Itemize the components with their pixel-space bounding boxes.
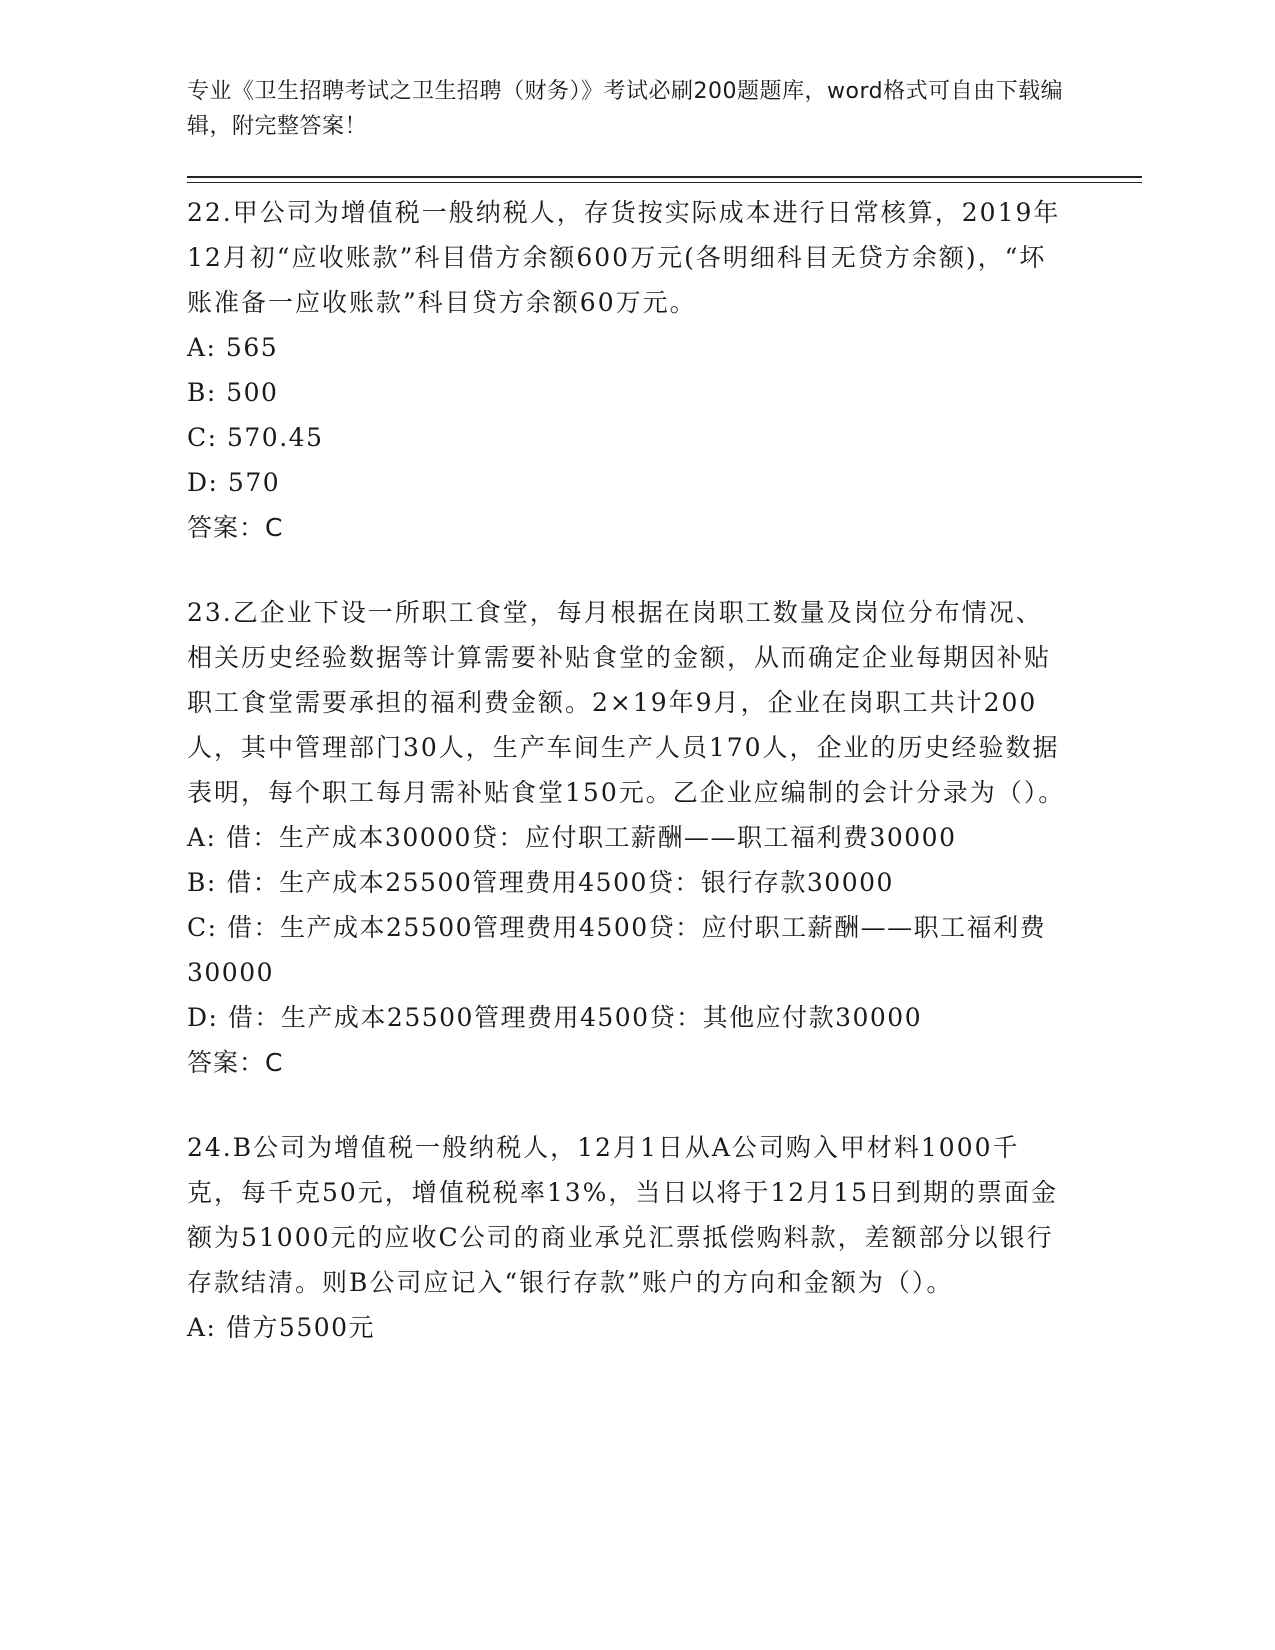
option-a: A: 借方5500元 [187,1313,376,1342]
question-list [187,190,1067,1390]
question-23 [187,590,1067,1085]
question-stem: 24.B公司为增值税一般纳税人，12月1日从A公司购入甲材料1000千克，每千克50元，增值税税率13%，当日以将于12月15日到期的票面金额为51000元的应收C公司的商业承兑汇票抵偿购料款，差额部分以银行存款结清。则B公司应记入“银行存款”账户的方向和金额为（）。 [187,1133,1059,1297]
option-a: A: 565 [187,333,279,362]
answer-label: 答案：C [187,513,284,542]
document-header: 专业《卫生招聘考试之卫生招聘（财务）》考试必刷200题题库，word格式可自由下载编辑，附完整答案！ [187,79,1064,139]
header-divider-thin [187,182,1142,183]
question-stem: 22.甲公司为增值税一般纳税人，存货按实际成本进行日常核算，2019年12月初“应收账款”科目借方余额600万元(各明细科目无贷方余额)，“坏账准备一应收账款”科目贷方余额60万元。 [187,198,1061,317]
option-d: D: 570 [187,468,281,497]
header-divider-thick [187,176,1142,178]
answer-label: 答案：C [187,1048,284,1077]
option-c: C: 570.45 [187,423,324,452]
option-d: D: 借：生产成本25500管理费用4500贷：其他应付款30000 [187,1003,923,1032]
question-22 [187,190,1067,550]
question-stem: 23.乙企业下设一所职工食堂，每月根据在岗职工数量及岗位分布情况、相关历史经验数据等计算需要补贴食堂的金额，从而确定企业每期因补贴职工食堂需要承担的福利费金额。2×19年9月，企业在岗职工共计200人，其中管理部门30人，生产车间生产人员170人，企业的历史经验数据表明，每个职工每月需补贴食堂150元。乙企业应编制的会计分录为（）。 [187,598,1066,807]
option-a: A: 借：生产成本30000贷：应付职工薪酬——职工福利费30000 [187,823,957,852]
option-b: B: 500 [187,378,279,407]
option-b: B: 借：生产成本25500管理费用4500贷：银行存款30000 [187,868,894,897]
option-c: C: 借：生产成本25500管理费用4500贷：应付职工薪酬——职工福利费30000 [187,913,1047,987]
question-24 [187,1125,1067,1350]
document-page [187,0,1142,1650]
